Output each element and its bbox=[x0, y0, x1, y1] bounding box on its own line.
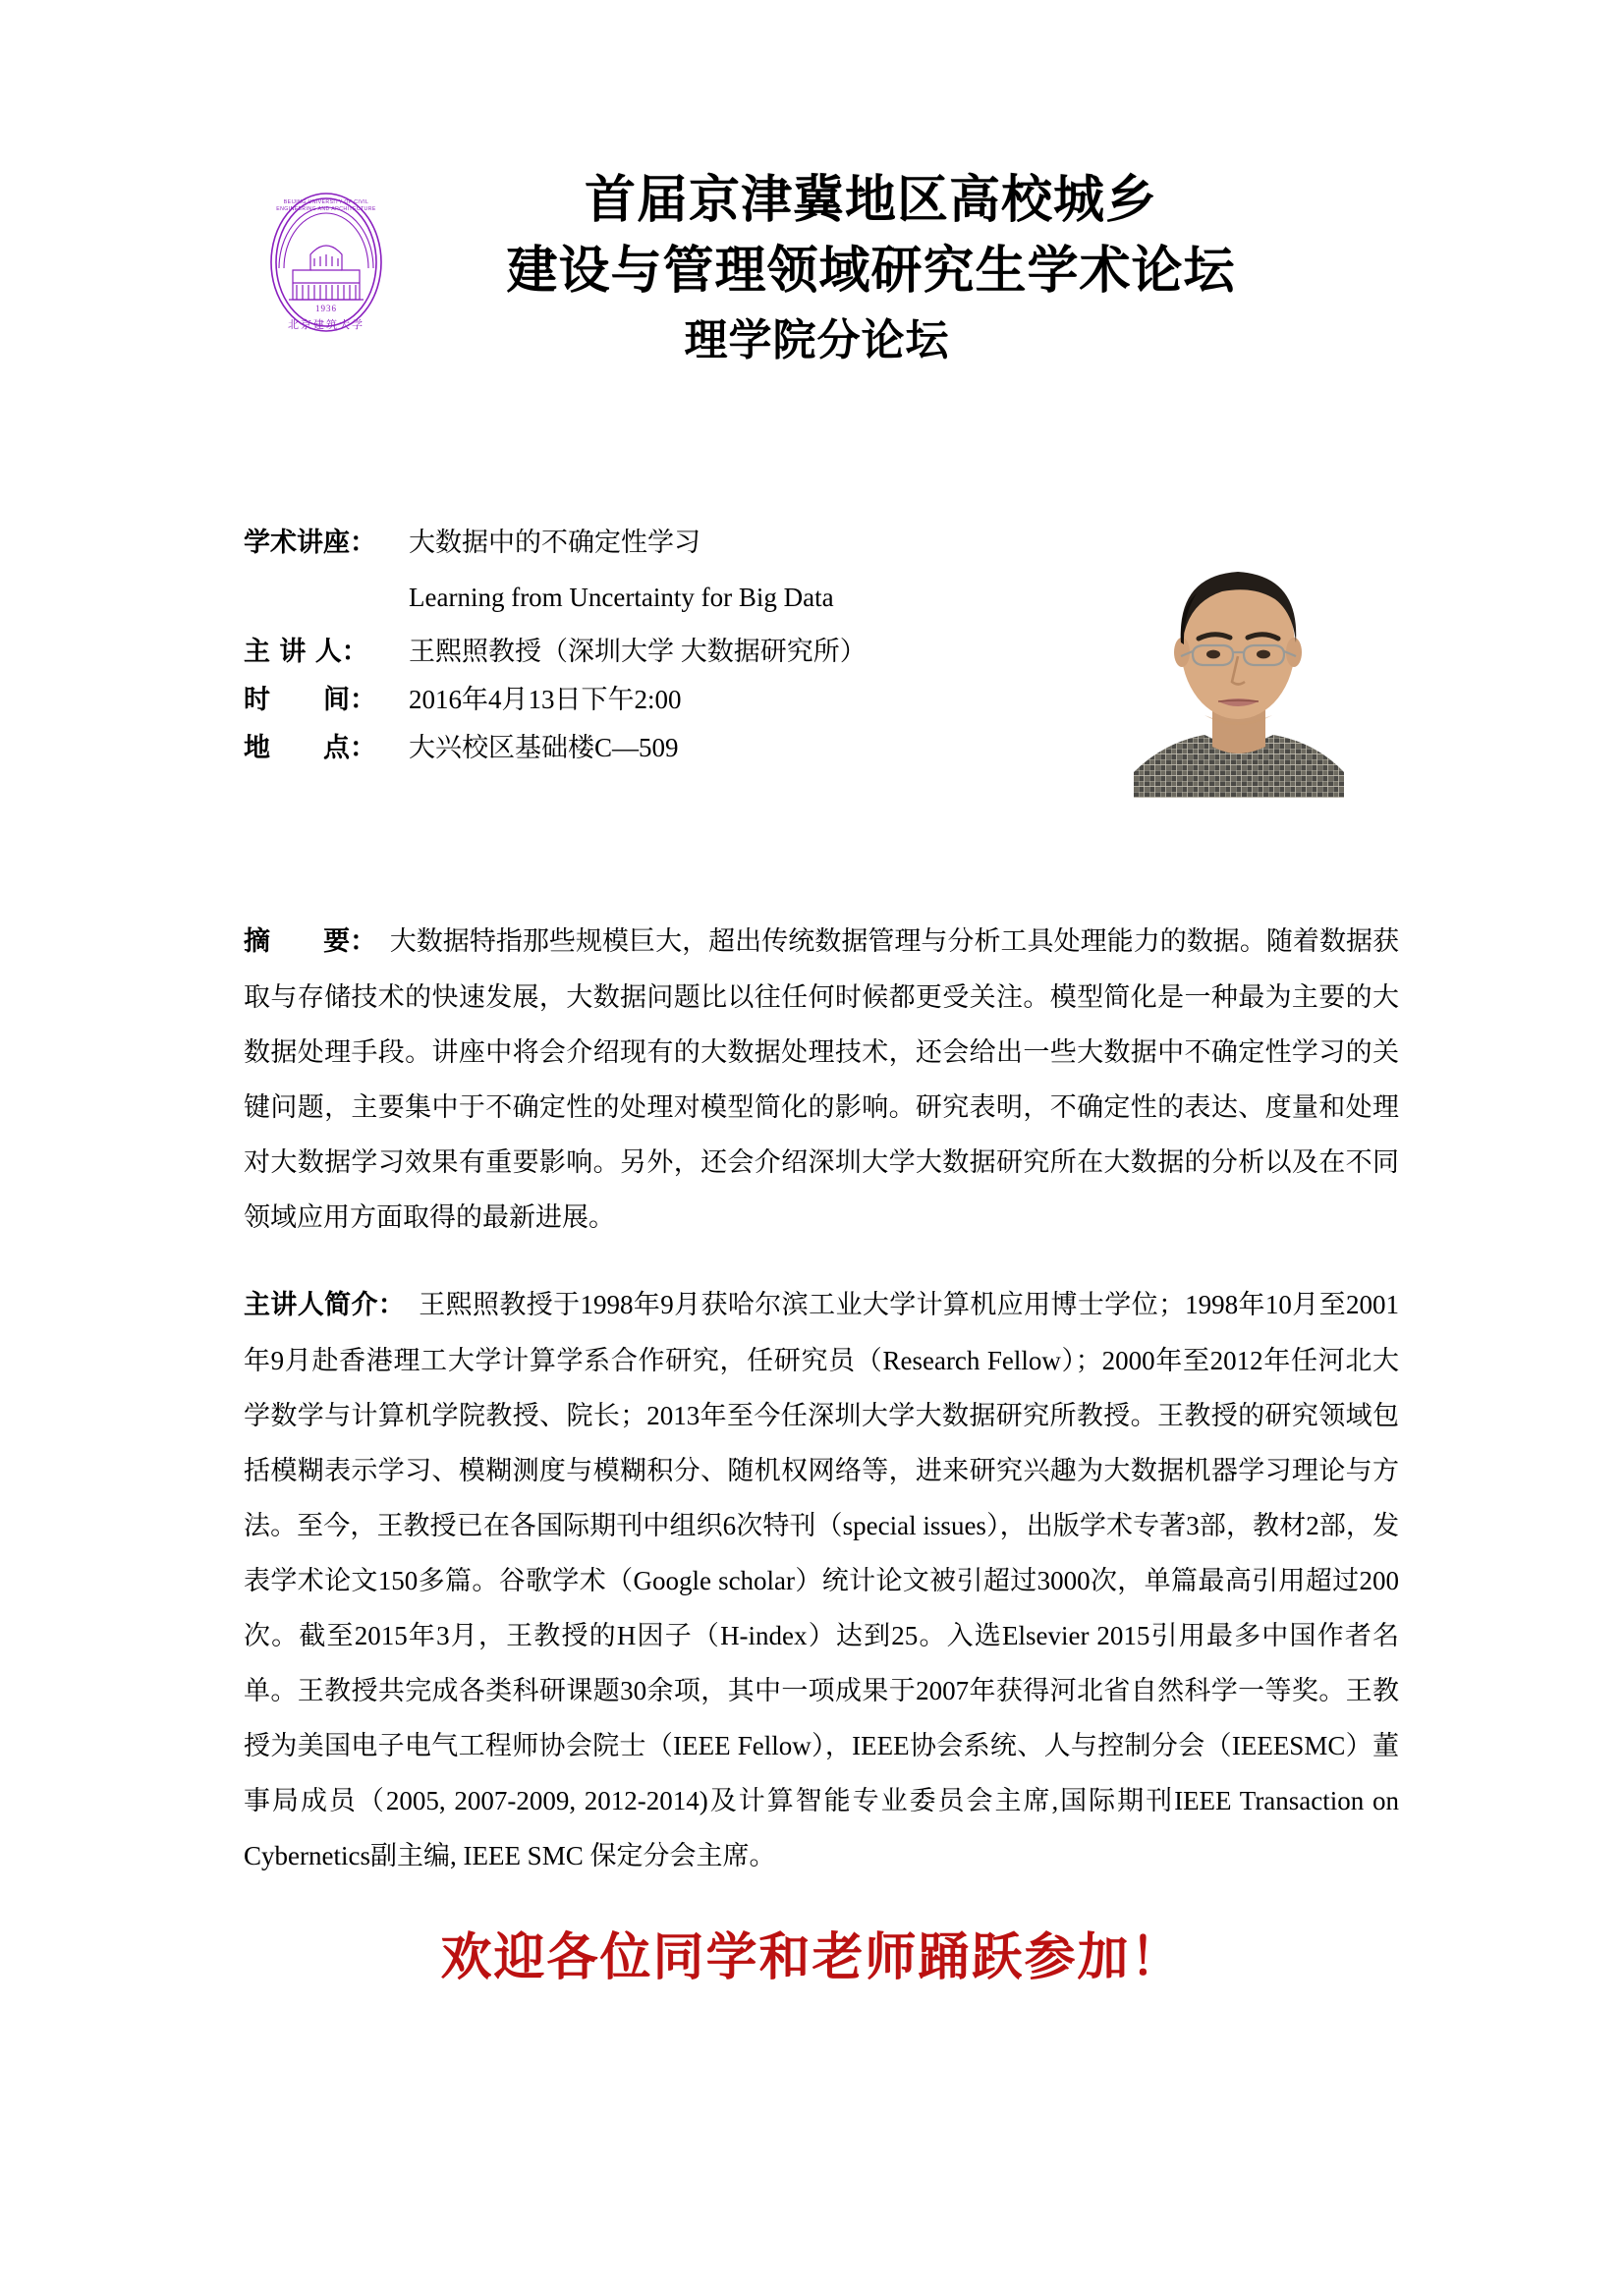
speaker-value: 王熙照教授（深圳大学 大数据研究所） bbox=[409, 637, 867, 666]
welcome-message: 欢迎各位同学和老师踊跃参加！ bbox=[440, 1928, 1184, 1987]
poster-title-line-2: 建设与管理领域研究生学术论坛 bbox=[506, 242, 1236, 301]
place-value: 大兴校区基础楼C—509 bbox=[409, 733, 679, 762]
lecture-label: 学术讲座： bbox=[244, 528, 376, 558]
poster-title-line-1: 首届京津冀地区高校城乡 bbox=[584, 171, 1157, 230]
info-row-lecture bbox=[244, 519, 1089, 567]
svg-text:北京建筑大学: 北京建筑大学 bbox=[288, 318, 364, 331]
lecture-title-cn: 大数据中的不确定性学习 bbox=[409, 528, 700, 557]
lecture-title-en: Learning from Uncertainty for Big Data bbox=[409, 583, 834, 612]
bio-text: 王熙照教授于1998年9月获哈尔滨工业大学计算机应用博士学位；1998年10月至2001年9月赴香港理工大学计算学系合作研究，任研究员（Research Fellow）；2000年至2012年任河北大学数学与计算机学院教授、院长；2013年至今任深圳大学大数据研究所教授。王教授的研究领域包括模糊表示学习、模糊测度与模糊积分、随机权网络等，进来研究兴趣为大数据机器学习理论与方法。至今，王教授已在各国际期刊中组织6次特刊（special issues），出版学术专著3部，教材2部，发表学术论文150多篇。谷歌学术（Google scholar）统计论文被引超过3000次，单篇最高引用超过200次。截至2015年3月，王教授的H因子（H-index）达到25。入选Elsevier 2015引用最多中国作者名单。王教授共完成各类科研课题30余项，其中一项成果于2007年获得河北省自然科学一等奖。王教授为美国电子电气工程师协会院士（IEEE Fellow），IEEE协会系统、人与控制分会（IEEESMC）董事局成员（2005, 2007-2009, 2012-2014)及计算智能专业委员会主席,国际期刊IEEE Transaction on Cybernetics副主编, IEEE SMC 保定分会主席。 bbox=[244, 1290, 1400, 1870]
time-label: 时 间： bbox=[244, 685, 376, 715]
svg-text:ENGINEERING AND ARCHITECTURE: ENGINEERING AND ARCHITECTURE bbox=[276, 206, 376, 212]
info-row-lecture-en bbox=[244, 567, 1089, 628]
speaker-label: 主 讲 人： bbox=[244, 637, 368, 667]
svg-text:1936: 1936 bbox=[315, 304, 337, 313]
svg-text:BEIJING UNIVERSITY OF CIVIL: BEIJING UNIVERSITY OF CIVIL bbox=[283, 199, 369, 205]
place-label: 地 点： bbox=[244, 733, 376, 763]
info-row-speaker bbox=[244, 628, 1089, 676]
speaker-photo bbox=[1128, 532, 1349, 798]
poster-title-block bbox=[0, 165, 1624, 375]
info-row-time bbox=[244, 676, 1089, 724]
bio-label: 主讲人简介： bbox=[244, 1290, 392, 1320]
info-row-place bbox=[244, 724, 1089, 772]
abstract-label: 摘 要： bbox=[244, 926, 364, 957]
abstract-paragraph bbox=[244, 914, 1399, 1245]
time-value: 2016年4月13日下午2:00 bbox=[409, 685, 682, 714]
poster-header bbox=[0, 165, 1624, 440]
event-info-block bbox=[244, 519, 1089, 772]
poster-title-line-3: 理学院分论坛 bbox=[684, 315, 950, 365]
bio-paragraph bbox=[244, 1277, 1399, 1883]
abstract-text: 大数据特指那些规模巨大，超出传统数据管理与分析工具处理能力的数据。随着数据获取与存储技术的快速发展，大数据问题比以往任何时候都更受关注。模型简化是一种最为主要的大数据处理手段。讲座中将会介绍现有的大数据处理技术，还会给出一些大数据中不确定性学习的关键问题，主要集中于不确定性的处理对模型简化的影响。研究表明，不确定性的表达、度量和处理对大数据学习效果有重要影响。另外，还会介绍深圳大学大数据研究所在大数据的分析以及在不同领域应用方面取得的最新进展。 bbox=[244, 926, 1400, 1232]
